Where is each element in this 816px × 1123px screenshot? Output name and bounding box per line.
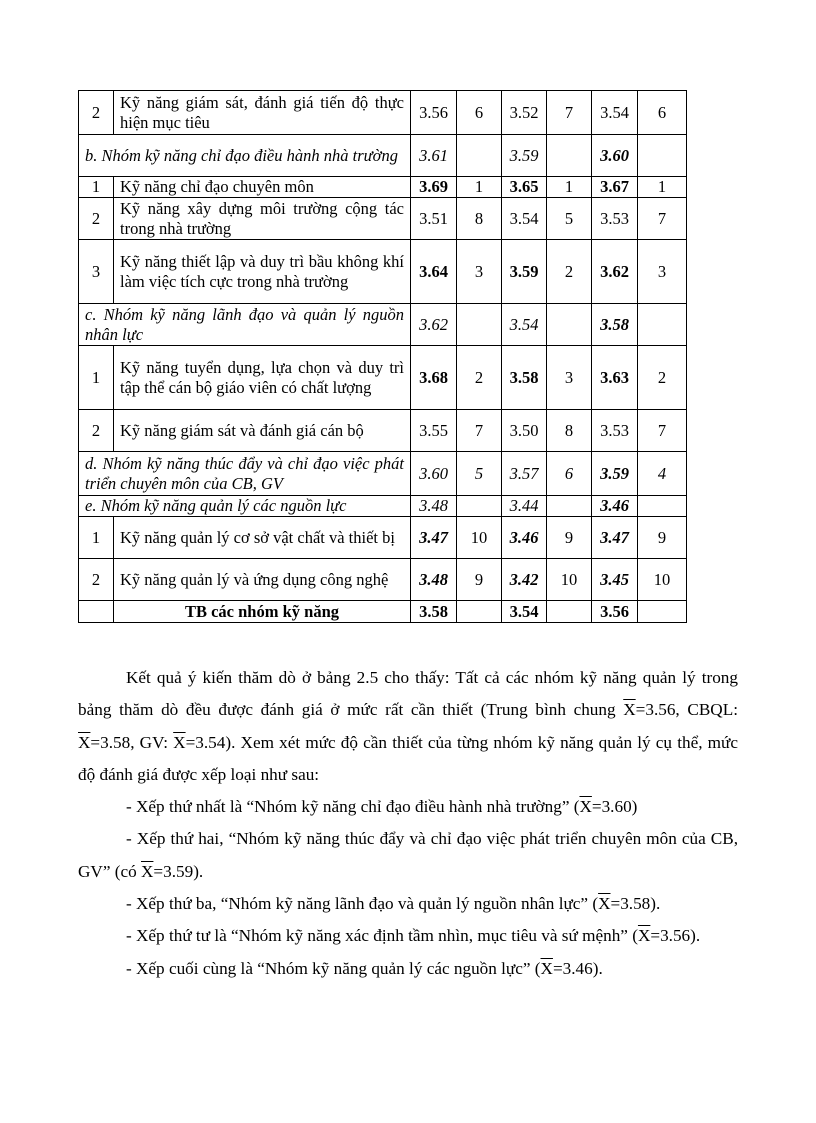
rank-cell: 3 [547, 346, 592, 410]
rank-cell: 8 [457, 198, 502, 240]
mean-cell: 3.53 [592, 410, 638, 452]
rank-cell: 7 [547, 91, 592, 135]
mean-cell: 3.54 [502, 304, 547, 346]
mean-cell: 3.46 [592, 496, 638, 517]
rank-cell: 1 [457, 177, 502, 198]
rank-cell [457, 135, 502, 177]
rank-cell [638, 304, 687, 346]
text-span: =3.58). [610, 894, 661, 914]
mean-symbol: $\overline{X}$ [540, 958, 553, 978]
text-span: =3.59). [153, 861, 204, 881]
total-row [79, 601, 687, 623]
rank-cell [638, 135, 687, 177]
skill-name-cell: Kỹ năng thiết lập và duy trì bầu không khí làm việc tích cực trong nhà trường [114, 240, 411, 304]
text-span: =3.58, GV: [90, 732, 174, 752]
rank-cell: 2 [547, 240, 592, 304]
text-span: =3.54). Xem xét mức độ cần thiết của từng nhóm kỹ năng quản lý cụ thể, mức độ đánh giá được xếp loại như sau: [78, 732, 738, 784]
rank-cell: 10 [457, 517, 502, 559]
text-span: - Xếp thứ tư là “Nhóm kỹ năng xác định tầm nhìn, mục tiêu và sứ mệnh” ( [126, 926, 638, 946]
rank-cell: 6 [547, 452, 592, 496]
group-row [79, 304, 687, 346]
group-row [79, 496, 687, 517]
rank-cell [547, 304, 592, 346]
rank-cell [457, 601, 502, 623]
table-row [79, 198, 687, 240]
ranking-item-5 [78, 953, 738, 985]
mean-cell: 3.58 [411, 601, 457, 623]
index-cell [79, 601, 114, 623]
mean-cell: 3.61 [411, 135, 457, 177]
mean-cell: 3.54 [502, 601, 547, 623]
text-span: =3.56). [650, 926, 701, 946]
rank-cell [547, 601, 592, 623]
skill-name-cell: Kỹ năng giám sát, đánh giá tiến độ thực hiện mục tiêu [114, 91, 411, 135]
mean-symbol: $\overline{X}$ [78, 732, 91, 752]
index-cell: 1 [79, 346, 114, 410]
rank-cell: 2 [638, 346, 687, 410]
mean-cell: 3.56 [411, 91, 457, 135]
mean-cell: 3.57 [502, 452, 547, 496]
table-row [79, 559, 687, 601]
group-name-cell: b. Nhóm kỹ năng chỉ đạo điều hành nhà trường [79, 135, 411, 177]
mean-symbol: $\overline{X}$ [598, 894, 611, 914]
text-span: - Xếp thứ hai, “Nhóm kỹ năng thúc đẩy và chỉ đạo việc phát triển chuyên môn của CB, GV” (có [78, 829, 738, 881]
mean-cell: 3.69 [411, 177, 457, 198]
mean-cell: 3.60 [411, 452, 457, 496]
mean-cell: 3.62 [411, 304, 457, 346]
text-span: - Xếp thứ nhất là “Nhóm kỹ năng chỉ đạo điều hành nhà trường” ( [126, 797, 580, 817]
table-row [79, 240, 687, 304]
mean-cell: 3.59 [502, 240, 547, 304]
rank-cell: 7 [638, 198, 687, 240]
table-row [79, 346, 687, 410]
mean-cell: 3.50 [502, 410, 547, 452]
rank-cell: 10 [638, 559, 687, 601]
text-span: =3.46). [552, 958, 603, 978]
text-span: =3.60) [591, 797, 638, 817]
mean-cell: 3.58 [592, 304, 638, 346]
mean-cell: 3.64 [411, 240, 457, 304]
rank-cell: 9 [547, 517, 592, 559]
mean-cell: 3.53 [592, 198, 638, 240]
rank-cell: 9 [638, 517, 687, 559]
mean-cell: 3.48 [411, 496, 457, 517]
mean-cell: 3.56 [592, 601, 638, 623]
skill-name-cell: Kỹ năng xây dựng môi trường cộng tác trong nhà trường [114, 198, 411, 240]
text-span: Kết quả ý kiến thăm dò ở bảng 2.5 cho thấy: Tất cả các nhóm kỹ năng quản lý trong bảng thăm dò đều được đánh giá ở mức rất cần thiết (Trung bình chung [78, 668, 738, 720]
mean-cell: 3.62 [592, 240, 638, 304]
text-span: =3.56, CBQL: [635, 700, 738, 720]
rank-cell: 2 [457, 346, 502, 410]
mean-cell: 3.46 [502, 517, 547, 559]
mean-symbol: $\overline{X}$ [173, 732, 186, 752]
rank-cell [457, 304, 502, 346]
mean-cell: 3.47 [411, 517, 457, 559]
skill-name-cell: TB các nhóm kỹ năng [114, 601, 411, 623]
mean-cell: 3.55 [411, 410, 457, 452]
mean-cell: 3.59 [502, 135, 547, 177]
skill-name-cell: Kỹ năng chỉ đạo chuyên môn [114, 177, 411, 198]
skill-name-cell: Kỹ năng tuyển dụng, lựa chọn và duy trì tập thể cán bộ giáo viên có chất lượng [114, 346, 411, 410]
paragraph-summary [78, 662, 738, 791]
text-span: - Xếp thứ ba, “Nhóm kỹ năng lãnh đạo và quản lý nguồn nhân lực” ( [126, 894, 599, 914]
mean-cell: 3.48 [411, 559, 457, 601]
skills-table [78, 90, 687, 623]
rank-cell: 3 [457, 240, 502, 304]
mean-cell: 3.45 [592, 559, 638, 601]
ranking-item-4 [78, 920, 738, 952]
group-name-cell: e. Nhóm kỹ năng quản lý các nguồn lực [79, 496, 411, 517]
ranking-item-3 [78, 888, 738, 920]
mean-cell: 3.51 [411, 198, 457, 240]
table-row [79, 517, 687, 559]
mean-symbol: $\overline{X}$ [623, 700, 636, 720]
rank-cell: 3 [638, 240, 687, 304]
mean-cell: 3.52 [502, 91, 547, 135]
text-span: - Xếp cuối cùng là “Nhóm kỹ năng quản lý các nguồn lực” ( [126, 958, 541, 978]
rank-cell [547, 135, 592, 177]
rank-cell: 7 [638, 410, 687, 452]
ranking-item-2 [78, 823, 738, 888]
rank-cell: 1 [638, 177, 687, 198]
index-cell: 2 [79, 198, 114, 240]
rank-cell: 10 [547, 559, 592, 601]
rank-cell: 9 [457, 559, 502, 601]
rank-cell: 7 [457, 410, 502, 452]
rank-cell: 5 [457, 452, 502, 496]
index-cell: 2 [79, 91, 114, 135]
index-cell: 2 [79, 410, 114, 452]
rank-cell: 6 [457, 91, 502, 135]
mean-cell: 3.67 [592, 177, 638, 198]
group-row [79, 135, 687, 177]
table-row [79, 91, 687, 135]
body-text [78, 662, 738, 985]
rank-cell: 8 [547, 410, 592, 452]
mean-cell: 3.68 [411, 346, 457, 410]
mean-cell: 3.47 [592, 517, 638, 559]
rank-cell [547, 496, 592, 517]
rank-cell [638, 496, 687, 517]
rank-cell [638, 601, 687, 623]
rank-cell [457, 496, 502, 517]
mean-cell: 3.44 [502, 496, 547, 517]
mean-cell: 3.58 [502, 346, 547, 410]
skills-table-body [79, 91, 687, 623]
rank-cell: 4 [638, 452, 687, 496]
mean-cell: 3.65 [502, 177, 547, 198]
index-cell: 2 [79, 559, 114, 601]
mean-cell: 3.54 [502, 198, 547, 240]
skill-name-cell: Kỹ năng quản lý cơ sở vật chất và thiết bị [114, 517, 411, 559]
group-name-cell: d. Nhóm kỹ năng thúc đẩy và chỉ đạo việc phát triển chuyên môn của CB, GV [79, 452, 411, 496]
mean-symbol: $\overline{X}$ [637, 926, 651, 946]
group-name-cell: c. Nhóm kỹ năng lãnh đạo và quản lý nguồn nhân lực [79, 304, 411, 346]
mean-cell: 3.42 [502, 559, 547, 601]
mean-cell: 3.63 [592, 346, 638, 410]
table-row [79, 410, 687, 452]
group-row [79, 452, 687, 496]
index-cell: 1 [79, 517, 114, 559]
mean-symbol: $\overline{X}$ [579, 797, 592, 817]
rank-cell: 6 [638, 91, 687, 135]
rank-cell: 5 [547, 198, 592, 240]
skill-name-cell: Kỹ năng giám sát và đánh giá cán bộ [114, 410, 411, 452]
rank-cell: 1 [547, 177, 592, 198]
mean-cell: 3.60 [592, 135, 638, 177]
table-row [79, 177, 687, 198]
skill-name-cell: Kỹ năng quản lý và ứng dụng công nghệ [114, 559, 411, 601]
mean-cell: 3.54 [592, 91, 638, 135]
index-cell: 1 [79, 177, 114, 198]
index-cell: 3 [79, 240, 114, 304]
mean-cell: 3.59 [592, 452, 638, 496]
mean-symbol: $\overline{X}$ [141, 861, 154, 881]
ranking-item-1 [78, 791, 738, 823]
